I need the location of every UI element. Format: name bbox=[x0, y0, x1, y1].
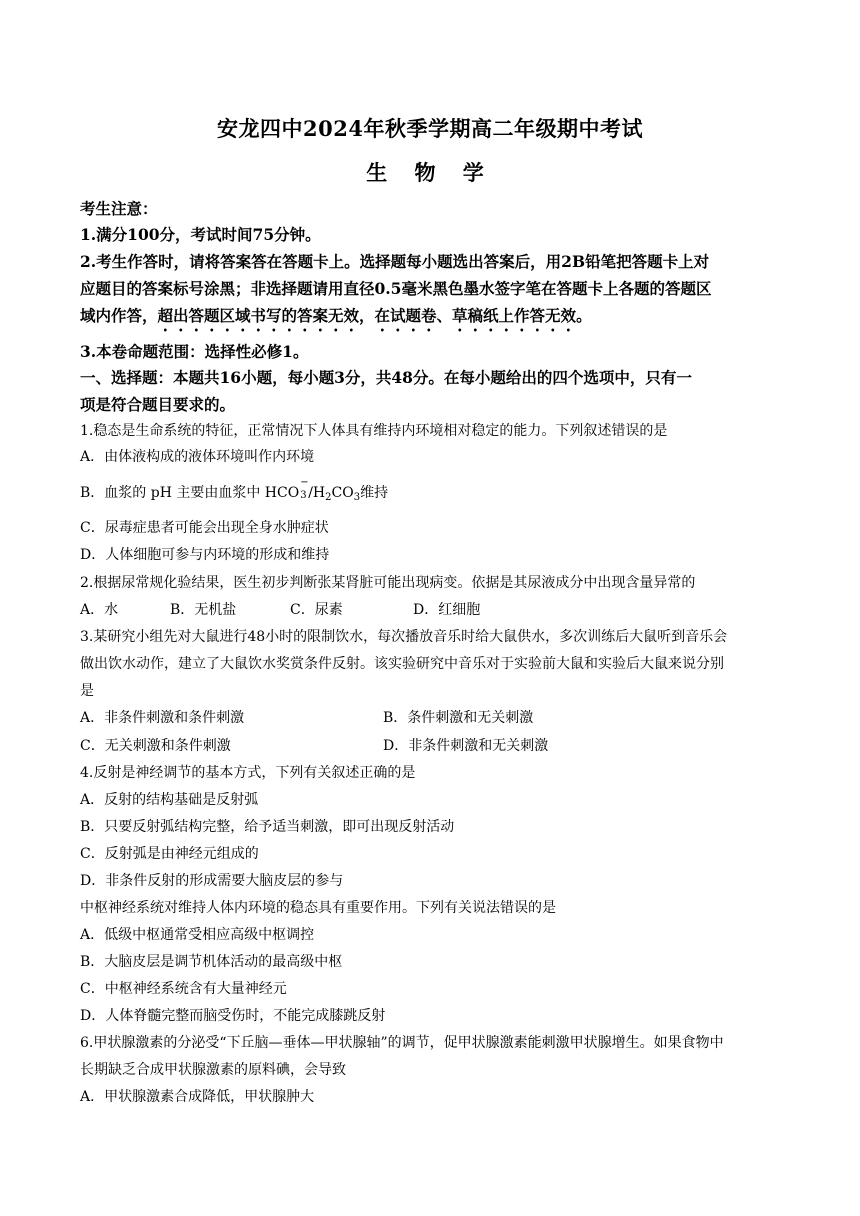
q2-stem: 2.根据尿常规化验结果，医生初步判断张某肾脏可能出现病变。依据是其尿液成分中出现含量异常的 bbox=[80, 575, 696, 591]
q5-option-a: A．低级中枢通常受相应高级中枢调控 bbox=[80, 927, 315, 943]
q5-stem: 中枢神经系统对维持人体内环境的稳态具有重要作用。下列有关说法错误的是 bbox=[80, 900, 556, 916]
q1-option-b-post: 维持 bbox=[360, 485, 389, 501]
q4-stem: 4.反射是神经调节的基本方式，下列有关叙述正确的是 bbox=[80, 765, 416, 781]
q3-option-c: C．无关刺激和条件刺激 bbox=[80, 738, 231, 754]
notice-end: 。 bbox=[576, 306, 592, 325]
notice-item-2-line-3-plain: 域内作答， bbox=[80, 306, 158, 325]
q3-stem-line-3: 是 bbox=[80, 683, 94, 699]
exam-subject: 生 物 学 bbox=[366, 160, 494, 185]
q4-option-c: C．反射弧是由神经元组成的 bbox=[80, 846, 259, 862]
q5-option-d: D．人体脊髓完整而脑受伤时，不能完成膝跳反射 bbox=[80, 1008, 386, 1024]
q4-option-d: D．非条件反射的形成需要大脑皮层的参与 bbox=[80, 873, 344, 889]
q2-option-a: A．水 bbox=[80, 602, 119, 618]
q1-h-subscript: 2 bbox=[325, 492, 332, 503]
q3-option-d: D．非条件刺激和无关刺激 bbox=[383, 738, 549, 754]
q1-option-b-text: B．血浆的 pH 主要由血浆中 HCO bbox=[80, 485, 300, 501]
notice-emphasis-2: 在试题卷、草稿纸上作答无效 bbox=[374, 306, 577, 325]
q2-option-d: D．红细胞 bbox=[413, 602, 481, 618]
notice-heading: 考生注意： bbox=[80, 199, 158, 218]
q1-ion-subscript: 3 bbox=[300, 490, 307, 501]
section-1-heading-line-2: 项是符合题目要求的。 bbox=[80, 395, 236, 414]
notice-item-3: 3.本卷命题范围：选择性必修1。 bbox=[80, 342, 309, 361]
notice-sep: ， bbox=[359, 306, 375, 325]
q1-ion-scripts bbox=[299, 477, 309, 501]
notice-item-2-line-3 bbox=[80, 304, 592, 335]
exam-title: 安龙四中2024年秋季学期高二年级期中考试 bbox=[217, 116, 643, 141]
section-1-heading-line-1: 一、选择题：本题共16小题，每小题3分，共48分。在每小题给出的四个选项中，只有一 bbox=[80, 368, 692, 387]
q5-option-c: C．中枢神经系统含有大量神经元 bbox=[80, 981, 287, 997]
notice-item-2-line-2: 应题目的答案标号涂黑；非选择题请用直径0.5毫米黑色墨水签字笔在答题卡上各题的答题区 bbox=[80, 279, 712, 298]
q1-option-a: A．由体液构成的液体环境叫作内环境 bbox=[80, 449, 315, 465]
q6-stem-line-2: 长期缺乏合成甲状腺激素的原料碘，会导致 bbox=[80, 1062, 346, 1078]
q1-option-b-mid2: CO bbox=[331, 485, 354, 501]
q3-option-a: A．非条件刺激和条件刺激 bbox=[80, 710, 245, 726]
q6-option-a: A．甲状腺激素合成降低，甲状腺肿大 bbox=[80, 1089, 315, 1105]
q1-option-b-mid: /H bbox=[308, 485, 326, 501]
q3-option-b: B．条件刺激和无关刺激 bbox=[383, 710, 534, 726]
notice-item-1: 1.满分100分，考试时间75分钟。 bbox=[80, 225, 321, 244]
q1-option-b bbox=[80, 477, 389, 503]
q1-ion-charge: − bbox=[300, 477, 309, 488]
q3-stem-line-1: 3.某研究小组先对大鼠进行48小时的限制饮水，每次播放音乐时给大鼠供水，多次训练后大鼠听到音乐会 bbox=[80, 629, 728, 645]
notice-emphasis-1: 超出答题区域书写的答案无效 bbox=[157, 306, 360, 325]
q5-option-b: B．大脑皮层是调节机体活动的最高级中枢 bbox=[80, 954, 343, 970]
q1-option-c: C．尿毒症患者可能会出现全身水肿症状 bbox=[80, 520, 329, 536]
q6-stem-line-1: 6.甲状腺激素的分泌受“下丘脑—垂体—甲状腺轴”的调节，促甲状腺激素能刺激甲状腺增生。如果食物中 bbox=[80, 1035, 724, 1051]
q4-option-b: B．只要反射弧结构完整，给予适当刺激，即可出现反射活动 bbox=[80, 819, 455, 835]
q1-stem: 1.稳态是生命系统的特征，正常情况下人体具有维持内环境相对稳定的能力。下列叙述错误的是 bbox=[80, 423, 668, 439]
notice-item-2-line-1: 2.考生作答时，请将答案答在答题卡上。选择题每小题选出答案后，用2B铅笔把答题卡上对 bbox=[80, 252, 710, 271]
q2-option-b: B．无机盐 bbox=[170, 602, 237, 618]
q3-stem-line-2: 做出饮水动作，建立了大鼠饮水奖赏条件反射。该实验研究中音乐对于实验前大鼠和实验后大鼠来说分别 bbox=[80, 656, 724, 672]
q2-option-c: C．尿素 bbox=[290, 602, 343, 618]
q4-option-a: A．反射的结构基础是反射弧 bbox=[80, 792, 259, 808]
q1-option-d: D．人体细胞可参与内环境的形成和维持 bbox=[80, 547, 330, 563]
q1-co-subscript: 3 bbox=[353, 492, 361, 503]
